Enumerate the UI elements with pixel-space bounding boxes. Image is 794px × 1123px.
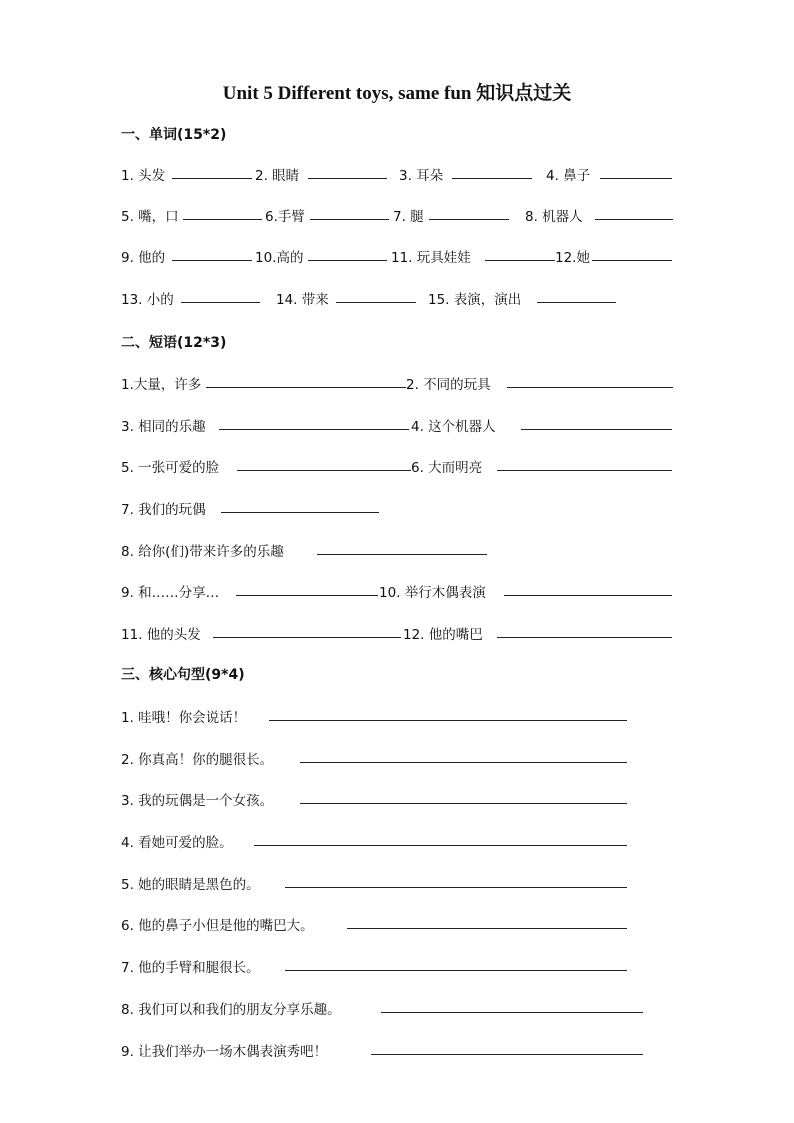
answer-blank[interactable] bbox=[600, 178, 672, 179]
answer-blank[interactable] bbox=[206, 387, 406, 388]
answer-blank[interactable] bbox=[595, 219, 673, 220]
answer-blank[interactable] bbox=[221, 512, 379, 513]
answer-blank[interactable] bbox=[300, 803, 627, 804]
answer-blank[interactable] bbox=[237, 470, 411, 471]
phrase-prompt: 3. 相同的乐趣 bbox=[121, 419, 206, 435]
sentence-prompt: 6. 他的鼻子小但是他的嘴巴大。 bbox=[121, 918, 314, 934]
phrase-prompt: 1.大量，许多 bbox=[121, 377, 202, 393]
phrase-prompt: 4. 这个机器人 bbox=[411, 419, 496, 435]
answer-blank[interactable] bbox=[592, 260, 672, 261]
word-prompt: 4. 鼻子 bbox=[546, 168, 591, 184]
answer-blank[interactable] bbox=[254, 845, 627, 846]
sentence-prompt: 9. 让我们举办一场木偶表演秀吧！ bbox=[121, 1044, 328, 1060]
phrase-prompt: 10. 举行木偶表演 bbox=[379, 585, 486, 601]
phrase-prompt: 6. 大而明亮 bbox=[411, 460, 483, 476]
sentence-prompt: 8. 我们可以和我们的朋友分享乐趣。 bbox=[121, 1002, 341, 1018]
word-prompt: 12.她 bbox=[555, 250, 590, 266]
answer-blank[interactable] bbox=[172, 260, 252, 261]
answer-blank[interactable] bbox=[308, 178, 387, 179]
word-prompt: 5. 嘴，口 bbox=[121, 209, 179, 225]
answer-blank[interactable] bbox=[504, 595, 672, 596]
answer-blank[interactable] bbox=[381, 1012, 643, 1013]
word-prompt: 15. 表演，演出 bbox=[428, 292, 522, 308]
answer-blank[interactable] bbox=[452, 178, 532, 179]
answer-blank[interactable] bbox=[336, 302, 416, 303]
phrase-prompt: 8. 给你(们)带来许多的乐趣 bbox=[121, 544, 284, 560]
section-heading-phrases: 二、短语(12*3) bbox=[121, 335, 227, 351]
answer-blank[interactable] bbox=[521, 429, 672, 430]
phrase-prompt: 11. 他的头发 bbox=[121, 627, 201, 643]
word-prompt: 14. 带来 bbox=[276, 292, 329, 308]
word-prompt: 3. 耳朵 bbox=[399, 168, 444, 184]
answer-blank[interactable] bbox=[269, 720, 627, 721]
answer-blank[interactable] bbox=[317, 554, 487, 555]
sentence-prompt: 3. 我的玩偶是一个女孩。 bbox=[121, 793, 274, 809]
word-prompt: 10.高的 bbox=[255, 250, 304, 266]
answer-blank[interactable] bbox=[285, 970, 627, 971]
sentence-prompt: 2. 你真高！你的腿很长。 bbox=[121, 752, 274, 768]
answer-blank[interactable] bbox=[236, 595, 378, 596]
section-heading-words: 一、单词(15*2) bbox=[121, 127, 227, 143]
word-prompt: 13. 小的 bbox=[121, 292, 174, 308]
phrase-prompt: 2. 不同的玩具 bbox=[406, 377, 491, 393]
phrase-prompt: 7. 我们的玩偶 bbox=[121, 502, 206, 518]
section-heading-sentences: 三、核心句型(9*4) bbox=[121, 667, 245, 683]
answer-blank[interactable] bbox=[429, 219, 509, 220]
phrase-prompt: 9. 和……分享… bbox=[121, 585, 220, 601]
phrase-prompt: 12. 他的嘴巴 bbox=[403, 627, 483, 643]
word-prompt: 11. 玩具娃娃 bbox=[391, 250, 471, 266]
phrase-prompt: 5. 一张可爱的脸 bbox=[121, 460, 220, 476]
sentence-prompt: 1. 哇哦！你会说话！ bbox=[121, 710, 247, 726]
word-prompt: 2. 眼睛 bbox=[255, 168, 300, 184]
answer-blank[interactable] bbox=[219, 429, 409, 430]
answer-blank[interactable] bbox=[183, 219, 262, 220]
word-prompt: 7. 腿 bbox=[393, 209, 424, 225]
answer-blank[interactable] bbox=[310, 219, 389, 220]
word-prompt: 1. 头发 bbox=[121, 168, 166, 184]
answer-blank[interactable] bbox=[497, 637, 672, 638]
word-prompt: 6.手臂 bbox=[265, 209, 305, 225]
answer-blank[interactable] bbox=[181, 302, 260, 303]
answer-blank[interactable] bbox=[485, 260, 555, 261]
sentence-prompt: 4. 看她可爱的脸。 bbox=[121, 835, 233, 851]
page-title: Unit 5 Different toys, same fun 知识点过关 bbox=[222, 83, 572, 104]
sentence-prompt: 7. 他的手臂和腿很长。 bbox=[121, 960, 260, 976]
word-prompt: 8. 机器人 bbox=[525, 209, 583, 225]
answer-blank[interactable] bbox=[300, 762, 627, 763]
answer-blank[interactable] bbox=[537, 302, 616, 303]
answer-blank[interactable] bbox=[213, 637, 401, 638]
word-prompt: 9. 他的 bbox=[121, 250, 166, 266]
sentence-prompt: 5. 她的眼睛是黑色的。 bbox=[121, 877, 260, 893]
answer-blank[interactable] bbox=[497, 470, 672, 471]
answer-blank[interactable] bbox=[172, 178, 252, 179]
answer-blank[interactable] bbox=[308, 260, 387, 261]
answer-blank[interactable] bbox=[285, 887, 627, 888]
answer-blank[interactable] bbox=[347, 928, 627, 929]
answer-blank[interactable] bbox=[507, 387, 673, 388]
answer-blank[interactable] bbox=[371, 1054, 643, 1055]
